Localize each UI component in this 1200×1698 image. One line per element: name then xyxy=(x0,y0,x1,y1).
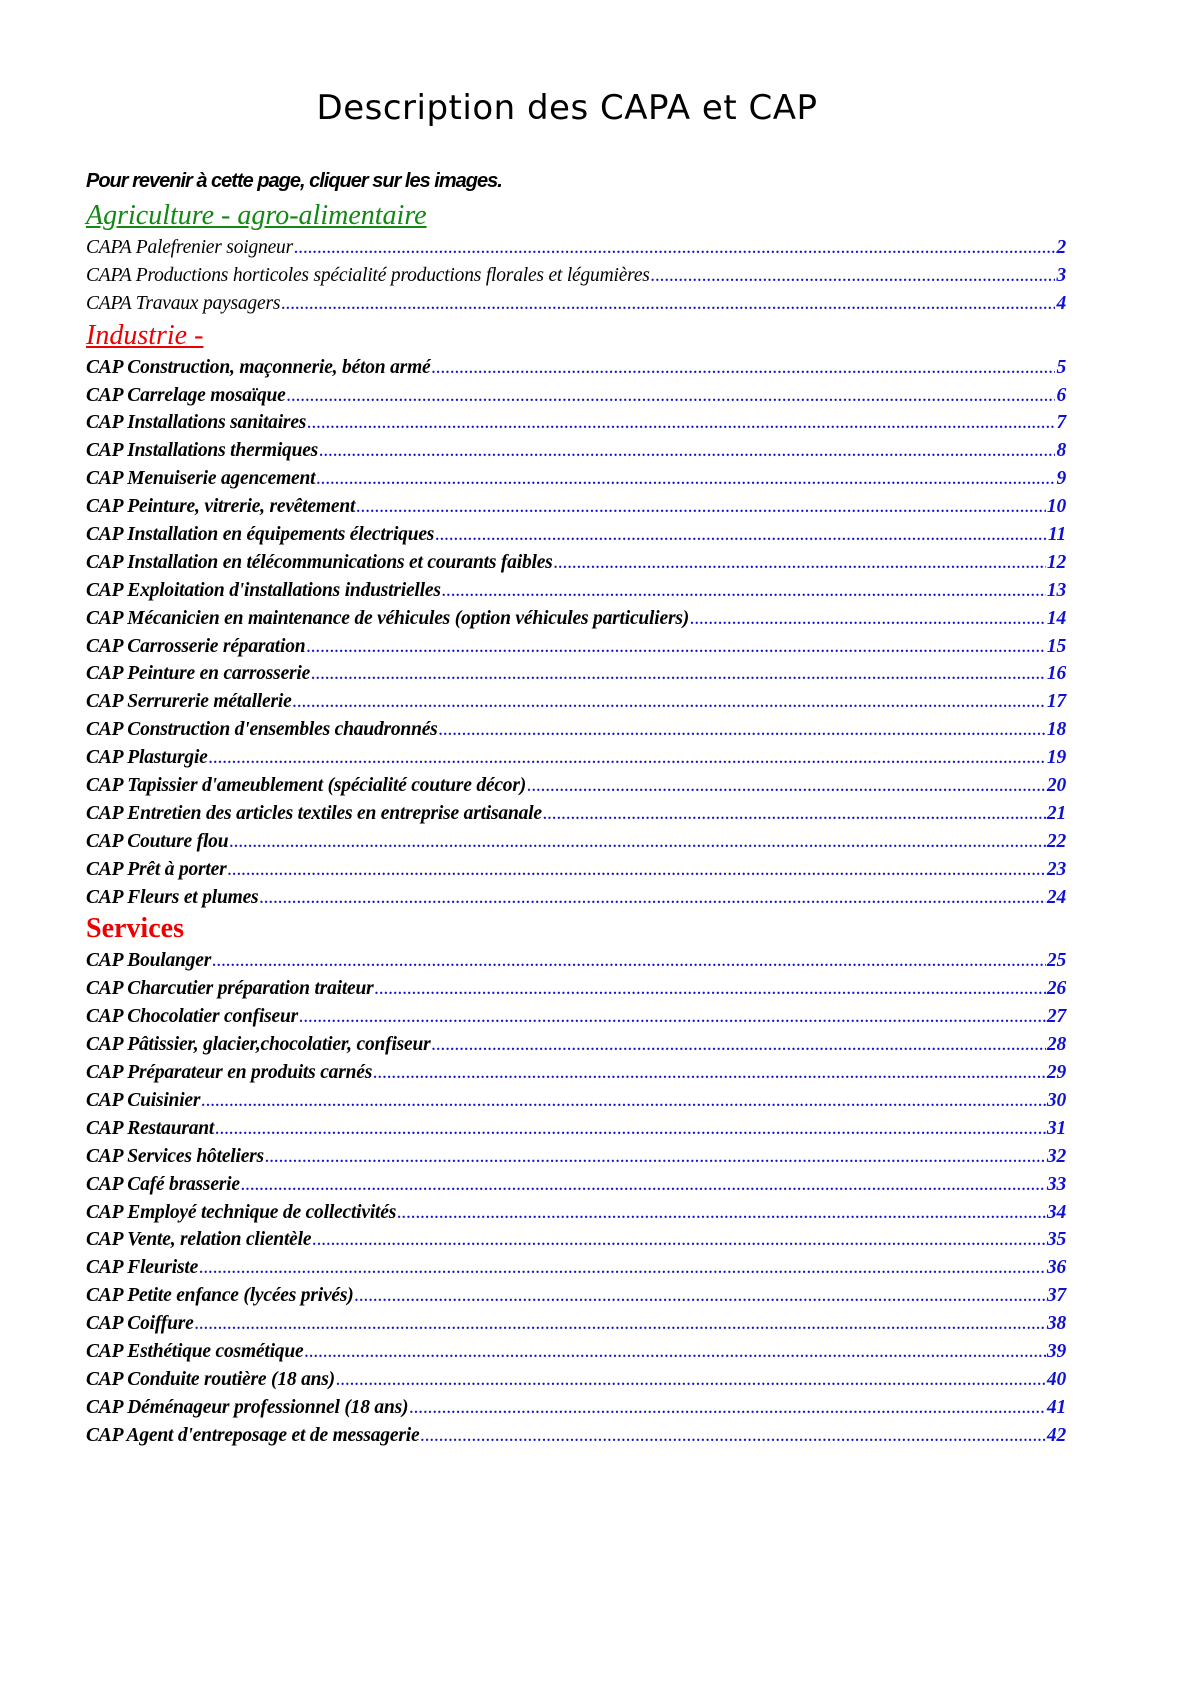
toc-entry[interactable] xyxy=(86,1226,1066,1254)
toc-entry[interactable] xyxy=(86,382,1066,410)
toc-page-number[interactable]: 2 xyxy=(1056,237,1066,258)
dot-leader xyxy=(259,884,1045,912)
toc-entry[interactable] xyxy=(86,716,1066,744)
toc-entry[interactable] xyxy=(86,856,1066,884)
toc-page-number[interactable]: 29 xyxy=(1046,1062,1066,1084)
toc-page-number[interactable]: 37 xyxy=(1046,1285,1066,1307)
toc-page-number[interactable]: 40 xyxy=(1046,1368,1066,1390)
toc-entry[interactable] xyxy=(86,828,1066,856)
toc-entry[interactable] xyxy=(86,1422,1066,1450)
dot-leader xyxy=(316,465,1055,493)
toc-entry-label: CAPA Productions horticoles spécialité productions florales et légumières xyxy=(86,264,650,286)
dot-leader xyxy=(336,1366,1046,1394)
toc-page-number[interactable]: 22 xyxy=(1046,830,1066,852)
dot-leader xyxy=(212,947,1046,975)
toc-page-number[interactable]: 6 xyxy=(1056,384,1066,406)
toc-entry[interactable] xyxy=(86,947,1066,975)
toc-page-number[interactable]: 12 xyxy=(1046,551,1066,573)
toc-page-number[interactable]: 4 xyxy=(1056,292,1066,314)
toc-entry[interactable] xyxy=(86,493,1066,521)
toc-entry-label: CAP Charcutier préparation traiteur xyxy=(86,978,374,1000)
toc-entry[interactable] xyxy=(86,354,1066,382)
instruction-text: Pour revenir à cette page, cliquer sur les images. xyxy=(86,170,502,192)
page-title: Description des CAPA et CAP xyxy=(316,88,818,128)
toc-page-number[interactable]: 8 xyxy=(1056,440,1066,462)
toc-entry-label: CAP Conduite routière (18 ans) xyxy=(86,1368,335,1390)
dot-leader xyxy=(356,493,1046,521)
toc-page-number[interactable]: 30 xyxy=(1046,1089,1066,1111)
dot-leader xyxy=(439,716,1046,744)
toc-entry-label: CAP Services hôteliers xyxy=(86,1145,264,1167)
dot-leader xyxy=(527,772,1046,800)
toc-entry[interactable] xyxy=(86,1171,1066,1199)
dot-leader xyxy=(435,521,1047,549)
toc-entry-label: CAP Coiffure xyxy=(86,1313,194,1335)
dot-leader xyxy=(375,975,1046,1003)
toc-entry[interactable] xyxy=(86,549,1066,577)
toc-entry-label: CAP Installation en télécommunications et courants faibles xyxy=(86,551,553,573)
toc-entry[interactable] xyxy=(86,633,1066,661)
toc-entry-label: CAP Menuiserie agencement xyxy=(86,468,316,490)
toc-page-number[interactable]: 3 xyxy=(1056,264,1066,286)
toc-page-number[interactable]: 13 xyxy=(1046,579,1066,601)
toc-entry-label: CAPA Travaux paysagers xyxy=(86,292,281,314)
toc-entry-label: CAP Prêt à porter xyxy=(86,858,227,880)
toc-entry-label: CAP Construction, maçonnerie, béton armé xyxy=(86,356,431,378)
toc-page-number[interactable]: 21 xyxy=(1046,802,1066,824)
dot-leader xyxy=(209,744,1046,772)
toc-page-number[interactable]: 15 xyxy=(1046,635,1066,657)
toc-page-number[interactable]: 16 xyxy=(1046,663,1066,685)
toc-entry-label: CAP Peinture en carrosserie xyxy=(86,663,311,685)
dot-leader xyxy=(690,605,1046,633)
dot-leader xyxy=(199,1254,1046,1282)
toc-entry-label: CAP Fleurs et plumes xyxy=(86,886,259,908)
toc-entry[interactable] xyxy=(86,744,1066,772)
dot-leader xyxy=(241,1171,1046,1199)
toc-entry[interactable] xyxy=(86,660,1066,688)
toc-entry[interactable] xyxy=(86,1282,1066,1310)
toc-page-number[interactable]: 17 xyxy=(1046,691,1066,713)
toc-entry[interactable] xyxy=(86,1143,1066,1171)
dot-leader xyxy=(265,1143,1046,1171)
toc-entry-label: CAP Carrosserie réparation xyxy=(86,635,306,657)
toc-entry[interactable] xyxy=(86,1059,1066,1087)
toc-page-number[interactable]: 31 xyxy=(1046,1117,1066,1139)
toc-page-number[interactable]: 19 xyxy=(1046,747,1066,769)
toc-entry-label: CAP Vente, relation clientèle xyxy=(86,1229,312,1251)
section-heading-agriculture: Agriculture - agro-alimentaire xyxy=(86,200,427,231)
toc-entry[interactable] xyxy=(86,1003,1066,1031)
toc-page-number[interactable]: 39 xyxy=(1046,1340,1066,1362)
dot-leader xyxy=(355,1282,1046,1310)
dot-leader xyxy=(287,382,1056,410)
toc-entry-label: CAP Fleuriste xyxy=(86,1257,199,1279)
toc-entry-label: CAP Construction d'ensembles chaudronnés xyxy=(86,719,438,741)
toc-entry[interactable] xyxy=(86,234,1066,262)
toc-page-number[interactable]: 10 xyxy=(1046,496,1066,518)
toc-entry-label: CAP Employé technique de collectivités xyxy=(86,1201,397,1223)
toc-page-number[interactable]: 27 xyxy=(1046,1006,1066,1028)
toc-page-number[interactable]: 28 xyxy=(1046,1034,1066,1056)
toc-page-number[interactable]: 20 xyxy=(1046,775,1066,797)
dot-leader xyxy=(373,1059,1046,1087)
toc-entry[interactable] xyxy=(86,1087,1066,1115)
section-heading-industrie: Industrie - xyxy=(86,319,204,351)
toc-entry-label: CAP Petite enfance (lycées privés) xyxy=(86,1285,354,1307)
toc-entry-label: CAP Boulanger xyxy=(86,950,212,972)
toc-page-number[interactable]: 38 xyxy=(1046,1313,1066,1335)
toc-entry-label: CAP Chocolatier confiseur xyxy=(86,1006,299,1028)
dot-leader xyxy=(299,1003,1046,1031)
toc-page-number[interactable]: 5 xyxy=(1056,356,1066,378)
toc-entry-label: CAP Préparateur en produits carnés xyxy=(86,1062,373,1084)
dot-leader xyxy=(229,828,1046,856)
toc-entry-label: CAP Installation en équipements électriques xyxy=(86,524,435,546)
toc-entry[interactable] xyxy=(86,772,1066,800)
dot-leader xyxy=(420,1422,1045,1450)
dot-leader xyxy=(432,1031,1046,1059)
toc-entry-label: CAP Mécanicien en maintenance de véhicules (option véhicules particuliers) xyxy=(86,607,690,629)
toc-entry[interactable] xyxy=(86,1115,1066,1143)
dot-leader xyxy=(311,660,1046,688)
toc-page-number[interactable]: 18 xyxy=(1046,719,1066,741)
toc-entry-label: CAP Pâtissier, glacier,chocolatier, confiseur xyxy=(86,1034,431,1056)
toc-entry[interactable] xyxy=(86,1254,1066,1282)
toc-entry[interactable] xyxy=(86,1031,1066,1059)
toc-entry[interactable] xyxy=(86,577,1066,605)
dot-leader xyxy=(651,262,1056,290)
toc-entry[interactable] xyxy=(86,1366,1066,1394)
dot-leader xyxy=(195,1310,1046,1338)
dot-leader xyxy=(319,437,1055,465)
toc-entry-label: CAP Café brasserie xyxy=(86,1173,240,1195)
toc-page-number[interactable]: 35 xyxy=(1046,1229,1066,1251)
toc-page-number[interactable]: 42 xyxy=(1046,1424,1066,1446)
toc-page-number[interactable]: 41 xyxy=(1046,1396,1066,1418)
dot-leader xyxy=(312,1226,1046,1254)
toc-entry[interactable] xyxy=(86,884,1066,912)
toc-entry[interactable] xyxy=(86,1338,1066,1366)
toc-page-number[interactable]: 9 xyxy=(1056,468,1066,490)
toc-page-number[interactable]: 23 xyxy=(1046,858,1066,880)
table-of-contents xyxy=(86,198,1066,1450)
toc-entry-label: CAPA Palefrenier soigneur xyxy=(86,237,293,258)
toc-entry-label: CAP Plasturgie xyxy=(86,747,208,769)
section-heading-services: Services xyxy=(86,913,184,945)
toc-entry-label: CAP Carrelage mosaïque xyxy=(86,384,286,406)
toc-entry-label: CAP Tapissier d'ameublement (spécialité couture décor) xyxy=(86,775,527,797)
toc-entry[interactable] xyxy=(86,605,1066,633)
toc-entry-label: CAP Installations thermiques xyxy=(86,440,319,462)
dot-leader xyxy=(281,290,1055,318)
toc-page-number[interactable]: 7 xyxy=(1056,412,1066,434)
toc-page-number[interactable]: 33 xyxy=(1046,1173,1066,1195)
toc-entry-label: CAP Peinture, vitrerie, revêtement xyxy=(86,496,356,518)
toc-entry[interactable] xyxy=(86,800,1066,828)
toc-entry-label: CAP Agent d'entreposage et de messagerie xyxy=(86,1424,420,1446)
toc-entry[interactable] xyxy=(86,465,1066,493)
toc-entry-label: CAP Restaurant xyxy=(86,1117,215,1139)
toc-page-number[interactable]: 24 xyxy=(1046,886,1066,908)
dot-leader xyxy=(409,1394,1046,1422)
dot-leader xyxy=(397,1199,1046,1227)
dot-leader xyxy=(307,409,1055,437)
dot-leader xyxy=(543,800,1046,828)
toc-entry[interactable] xyxy=(86,1310,1066,1338)
toc-entry-label: CAP Cuisinier xyxy=(86,1089,201,1111)
toc-entry[interactable] xyxy=(86,521,1066,549)
toc-entry[interactable] xyxy=(86,1199,1066,1227)
toc-entry-label: CAP Couture flou xyxy=(86,830,229,852)
toc-page-number[interactable]: 14 xyxy=(1046,607,1066,629)
toc-page-number[interactable]: 11 xyxy=(1047,524,1066,546)
toc-entry[interactable] xyxy=(86,437,1066,465)
toc-page-number[interactable]: 32 xyxy=(1046,1145,1066,1167)
dot-leader xyxy=(306,633,1045,661)
toc-entry-label: CAP Esthétique cosmétique xyxy=(86,1340,304,1362)
toc-entry[interactable] xyxy=(86,688,1066,716)
toc-entry-label: CAP Installations sanitaires xyxy=(86,412,307,434)
dot-leader xyxy=(201,1087,1046,1115)
toc-entry[interactable] xyxy=(86,409,1066,437)
dot-leader xyxy=(442,577,1046,605)
dot-leader xyxy=(293,688,1046,716)
toc-entry-label: CAP Entretien des articles textiles en entreprise artisanale xyxy=(86,802,542,824)
dot-leader xyxy=(294,234,1055,262)
toc-page-number[interactable]: 26 xyxy=(1046,978,1066,1000)
toc-entry[interactable] xyxy=(86,975,1066,1003)
dot-leader xyxy=(554,549,1046,577)
toc-entry[interactable] xyxy=(86,1394,1066,1422)
toc-page-number[interactable]: 25 xyxy=(1046,950,1066,972)
toc-entry[interactable] xyxy=(86,262,1066,290)
toc-entry-label: CAP Serrurerie métallerie xyxy=(86,691,292,713)
toc-entry[interactable] xyxy=(86,290,1066,318)
toc-page-number[interactable]: 34 xyxy=(1046,1201,1066,1223)
toc-entry-label: CAP Exploitation d'installations industrielles xyxy=(86,579,441,601)
dot-leader xyxy=(304,1338,1045,1366)
dot-leader xyxy=(228,856,1046,884)
toc-page-number[interactable]: 36 xyxy=(1046,1257,1066,1279)
dot-leader xyxy=(432,354,1056,382)
toc-entry-label: CAP Déménageur professionnel (18 ans) xyxy=(86,1396,409,1418)
dot-leader xyxy=(215,1115,1046,1143)
